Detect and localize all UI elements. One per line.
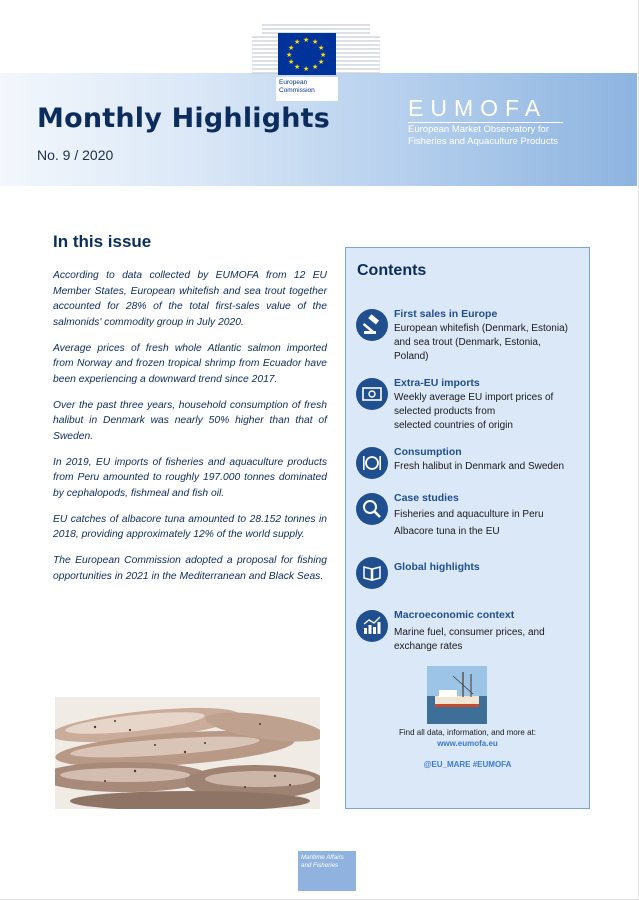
page-title: Monthly Highlights (37, 103, 331, 134)
contents-heading: Contents (357, 262, 427, 279)
contents-item-description: Fresh halibut in Denmark and Sweden (394, 461, 565, 472)
contents-item-heading: Consumption (394, 446, 462, 458)
social-handle-link[interactable]: @EU_MARE #EUMOFA (423, 760, 512, 769)
issue-number: No. 9 / 2020 (37, 147, 114, 163)
contents-item-heading: Global highlights (394, 561, 480, 573)
contents-item-description: Weekly average EU import prices of selected products from selected countries of origin (394, 392, 554, 432)
contents-item-description: European whitefish (Denmark, Estonia) and sea trout (Denmark, Estonia, Poland) (394, 323, 568, 363)
contents-panel (345, 247, 590, 809)
bar-chart-icon (356, 610, 388, 642)
intro-paragraphs (53, 268, 327, 595)
plate-cutlery-icon (356, 447, 388, 479)
open-book-icon (356, 557, 388, 589)
european-commission-logo (252, 7, 380, 95)
in-this-issue-heading: In this issue (53, 232, 152, 251)
eumofa-divider (408, 122, 563, 123)
ec-logo-label: European Commission (276, 77, 338, 101)
contents-item-heading: First sales in Europe (394, 308, 498, 320)
contents-item-heading: Extra-EU imports (394, 377, 480, 389)
website-link[interactable]: www.eumofa.eu (437, 739, 498, 748)
eumofa-wordmark: EUMOFA (408, 95, 548, 121)
contents-item-heading: Macroeconomic context (394, 609, 515, 621)
intro-paragraph: Over the past three years, household consumption of fresh halibut in Denmark was nearly 50% higher than that of Sweden. (53, 399, 327, 442)
contents-item-description: Marine fuel, consumer prices, and exchange rates (394, 627, 545, 653)
intro-paragraph: The European Commission adopted a proposal for fishing opportunities in 2021 in the Mediterranean and Black Seas. (53, 555, 327, 582)
eumofa-subtitle: European Market Observatory for Fisheries and Aquaculture Products (408, 124, 558, 147)
intro-paragraph: EU catches of albacore tuna amounted to 28.152 tonnes in 2018, providing approximately 12% of the world supply. (53, 513, 327, 540)
intro-paragraph: Average prices of fresh whole Atlantic salmon imported from Norway and frozen tropical shrimp from Ecuador have been experiencing a downward trend since 2017. (53, 342, 327, 385)
intro-paragraph: According to data collected by EUMOFA from 12 EU Member States, European whitefish and sea trout together accounted for 28% of the total first-sales value of the salmonids' commodity group in July 2020. (53, 270, 327, 328)
banknote-icon (356, 378, 388, 410)
contents-item-heading: Case studies (394, 492, 459, 504)
magnifier-icon (356, 493, 388, 525)
dg-mare-logo: Maritime Affairs and Fisheries (298, 851, 356, 891)
fishing-boat-photo (427, 666, 487, 724)
intro-paragraph: In 2019, EU imports of fisheries and aquaculture products from Peru amounted to roughly 197.000 tonnes dominated by cephalopods, fishmeal and fish oil. (53, 456, 327, 499)
gavel-icon (356, 309, 388, 341)
sea-trout-photo (55, 697, 320, 809)
eu-flag-icon: ★ ★ ★ ★ ★ ★ ★ ★ ★ ★ ★ ★ (278, 33, 336, 75)
find-more-text: Find all data, information, and more at: (399, 728, 536, 737)
contents-item-description: Fisheries and aquaculture in Peru Albacore tuna in the EU (394, 509, 544, 537)
